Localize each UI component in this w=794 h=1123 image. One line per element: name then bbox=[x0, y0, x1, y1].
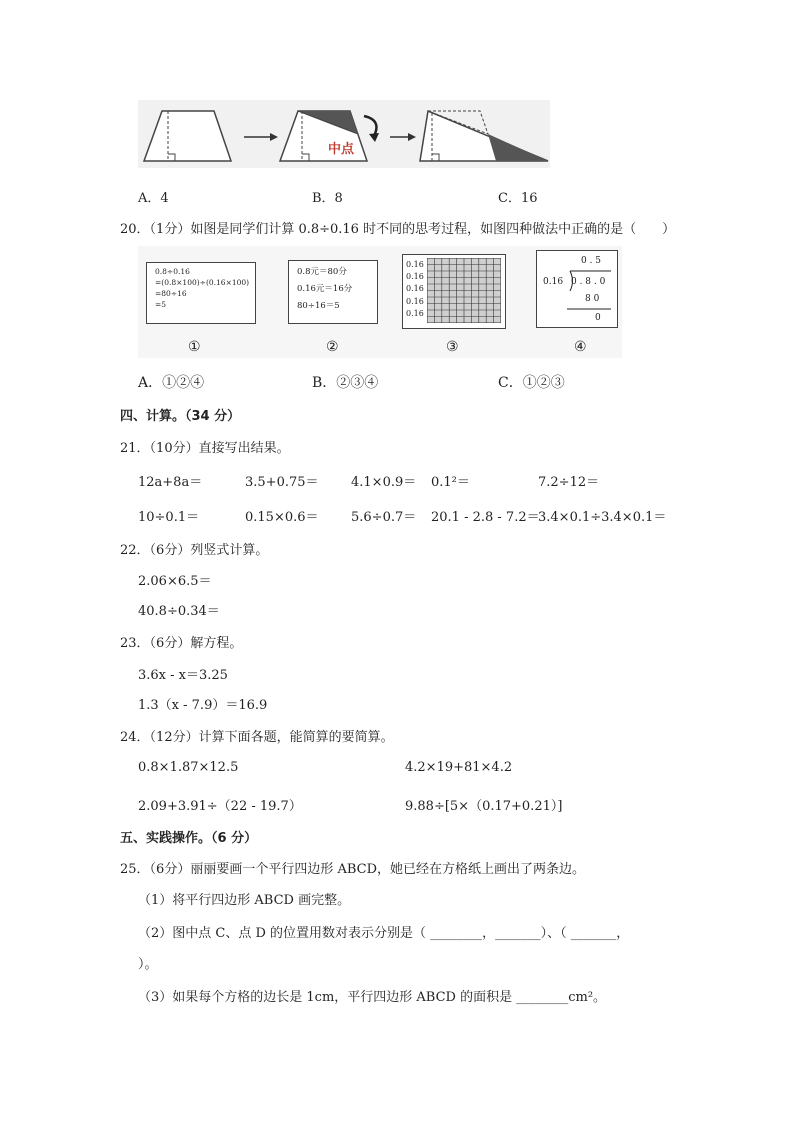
q25-sub2: （2）图中点 C、点 D 的位置用数对表示分别是（ ________，_______）、（ _______， bbox=[138, 926, 630, 941]
q21-item: 7.2÷12＝ bbox=[538, 475, 600, 490]
q21-stem: 21．（10分）直接写出结果。 bbox=[120, 441, 290, 456]
q21-item: 10÷0.1＝ bbox=[138, 510, 200, 525]
q20-option-a: A．①②④ bbox=[138, 375, 205, 391]
caption-1: ① bbox=[188, 339, 201, 355]
box1-line: 0.8÷0.16 bbox=[155, 267, 190, 276]
q24-item: 9.88÷[5×（0.17+0.21）] bbox=[405, 799, 563, 814]
long-division-lines bbox=[537, 251, 617, 327]
q25-sub1: （1）将平行四边形 ABCD 画完整。 bbox=[138, 893, 351, 908]
q19-option-b: B．8 bbox=[312, 191, 343, 206]
section-4-heading: 四、计算。（34 分） bbox=[120, 409, 241, 424]
q19-option-a: A．4 bbox=[138, 191, 169, 206]
caption-3: ③ bbox=[446, 339, 459, 355]
method-box-1 bbox=[146, 262, 256, 324]
q23-item: 1.3（x - 7.9）＝16.9 bbox=[138, 698, 268, 713]
q21-item: 3.4×0.1÷3.4×0.1＝ bbox=[538, 510, 667, 525]
box1-line: =5 bbox=[155, 300, 167, 309]
q25-stem: 25．（6分）丽丽要画一个平行四边形 ABCD，她已经在方格纸上画出了两条边。 bbox=[120, 862, 585, 877]
q21-item: 12a+8a＝ bbox=[138, 475, 203, 490]
method-box-2 bbox=[288, 260, 378, 324]
q22-stem: 22．（6分）列竖式计算。 bbox=[120, 543, 269, 558]
midpoint-label: 中点 bbox=[328, 142, 355, 157]
q24-item: 4.2×19+81×4.2 bbox=[405, 760, 513, 775]
hundred-grid bbox=[427, 258, 501, 323]
q21-item: 5.6÷0.7＝ bbox=[351, 510, 417, 525]
q25-sub3: （3）如果每个方格的边长是 1cm，平行四边形 ABCD 的面积是 ________cm²。 bbox=[138, 990, 607, 1005]
q20-option-b: B．②③④ bbox=[312, 375, 379, 391]
box1-line: =80÷16 bbox=[155, 289, 187, 298]
q25-sub2-continued: ）。 bbox=[138, 957, 158, 972]
long-division-product: 8 0 bbox=[585, 294, 600, 304]
grid-row-label: 0.16 bbox=[406, 308, 424, 318]
box1-line: =(0.8×100)÷(0.16×100) bbox=[155, 278, 250, 287]
q24-stem: 24．（12分）计算下面各题，能简算的要简算。 bbox=[120, 730, 394, 745]
long-division-divisor: 0.16 bbox=[543, 277, 564, 287]
q24-item: 0.8×1.87×12.5 bbox=[138, 760, 239, 775]
q20-figure bbox=[138, 246, 622, 358]
long-division-dividend: 0 . 8 . 0 bbox=[571, 277, 606, 287]
trapezoid-transform-figure bbox=[138, 100, 550, 168]
q20-stem: 20．（1分）如图是同学们计算 0.8÷0.16 时不同的思考过程，如图四种做法中正确的是（ ） bbox=[120, 222, 676, 237]
q23-stem: 23．（6分）解方程。 bbox=[120, 636, 243, 651]
grid-row-label: 0.16 bbox=[406, 284, 424, 294]
q23-item: 3.6x - x＝3.25 bbox=[138, 668, 228, 683]
long-division-quotient: 0 . 5 bbox=[581, 256, 602, 266]
method-box-4 bbox=[536, 250, 618, 328]
grid-row-label: 0.16 bbox=[406, 272, 424, 282]
q22-item: 40.8÷0.34＝ bbox=[138, 604, 220, 619]
box2-line: 80÷16＝5 bbox=[297, 301, 340, 311]
caption-2: ② bbox=[326, 339, 339, 355]
box2-line: 0.8元＝80分 bbox=[297, 267, 347, 277]
box2-line: 0.16元＝16分 bbox=[297, 284, 353, 294]
grid-row-label: 0.16 bbox=[406, 260, 424, 269]
section-5-heading: 五、实践操作。（6 分） bbox=[120, 831, 258, 846]
q21-item: 20.1 - 2.8 - 7.2＝ bbox=[431, 510, 540, 525]
q21-item: 3.5+0.75＝ bbox=[245, 475, 319, 490]
q21-item: 0.1²＝ bbox=[431, 475, 470, 490]
q21-item: 0.15×0.6＝ bbox=[245, 510, 319, 525]
grid-row-label: 0.16 bbox=[406, 296, 424, 306]
long-division-remainder: 0 bbox=[595, 313, 601, 323]
caption-4: ④ bbox=[574, 339, 587, 355]
q19-option-c: C．16 bbox=[498, 191, 538, 206]
q20-option-c: C．①②③ bbox=[498, 375, 565, 391]
q21-item: 4.1×0.9＝ bbox=[351, 475, 417, 490]
method-box-3 bbox=[402, 254, 506, 329]
q22-item: 2.06×6.5＝ bbox=[138, 574, 212, 589]
q24-item: 2.09+3.91÷（22 - 19.7） bbox=[138, 799, 302, 814]
